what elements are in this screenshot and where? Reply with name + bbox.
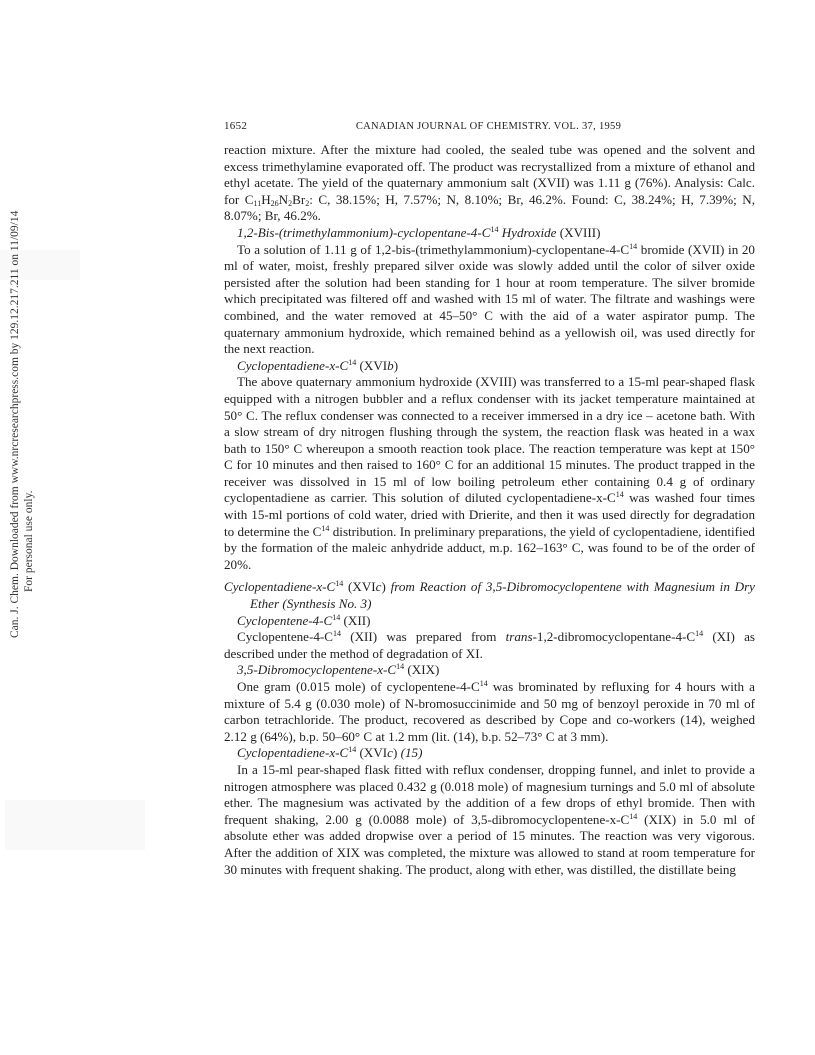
- paragraph-hydroxide-prep: To a solution of 1.11 g of $1,2-bis-(trimethylammonium)-cyclopentane-4-C^{14}$ bromide (XVII) in 20 ml of water, moist, freshly prepared silver oxide was slowly added until the color of silver oxide persisted after the solution had been standing for 1 hour at room temperature. The silver bromide which precipitated was filtered off and washed with 15 ml of water. The filtrate and washings were combined, and the water removed at 45–50° C with the aid of a water aspirator pump. The quaternary ammonium hydroxide, which remained behind as a yellowish oil, was used directly for the next reaction.: [224, 241, 755, 357]
- paragraph-grignard: In a 15-ml pear-shaped flask fitted with reflux condenser, dropping funnel, and inlet to provide a nitrogen atmosphere was placed 0.432 g (0.018 mole) of magnesium turnings and 5.0 ml of absolute ether. The magnesium was activated by the addition of a few drops of ethyl bromide. Then with frequent shaking, 2.00 g (0.0088 mole) of $3,5-dibromocyclopentene-x-C^{14}$ (XIX) in 5.0 ml of absolute ether was added dropwise over a period of 15 minutes. The reaction was very vigorous. After the addition of XIX was completed, the mixture was allowed to stand at room temperature for 30 minutes with frequent shaking. The product, along with ether, was distilled, the distillate being: [224, 761, 755, 877]
- paragraph-cyclopentene: Cyclopentene-$4-C^{14}$ (XII) was prepared from trans-$1,2-dibromocyclopentane-4-C^{14}$ (XI) as described under the method of degradation of XI.: [224, 629, 755, 661]
- paragraph-cyclopentadiene-b: The above quaternary ammonium hydroxide (XVIII) was transferred to a 15-ml pear-shaped flask equipped with a nitrogen bubbler and a reflux condenser with its jacket temperature maintained at 50° C. The reflux condenser was connected to a receiver immersed in a dry ice – acetone bath. With a slow stream of dry nitrogen flushing through the system, the reaction flask was heated in a wax bath to 150° C whereupon a smooth reaction took place. The reaction temperature was kept at 150° C for 10 minutes and then raised to 160° C for an additional 15 minutes. The product trapped in the receiver was dissolved in 15 ml of low boiling petroleum ether containing 0.4 g of ordinary cyclopentadiene as carrier. This solution of diluted cyclopentadiene-$x-C^{14}$ was washed four times with 15-ml portions of cold water, dried with Drierite, and then it was used directly for degradation to determine the $C^{14}$ distribution. In preliminary preparations, the yield of cyclopentadiene, identified by the formation of the maleic anhydride adduct, m.p. 162–163° C, was found to be of the order of 20%.: [224, 374, 755, 572]
- scan-smudge: [5, 800, 145, 850]
- page-header: [224, 120, 755, 142]
- section-heading-cyclopentadiene-b: Cyclopentadiene-$x-C^{14}$ (XVIb): [237, 357, 399, 373]
- section-heading-hydroxide: $1,2-Bis-(trimethylammonium)-cyclopentane-4-C^{14}$ Hydroxide (XVIII): [237, 224, 601, 240]
- section-heading-dibromocyclopentene: $3,5-Dibromocyclopentene-x-C^{14}$ (XIX): [237, 662, 440, 678]
- journal-page: [224, 120, 755, 878]
- personal-use-notice: For personal use only.: [23, 490, 35, 592]
- section-heading-cyclopentadiene-c: Cyclopentadiene-$x-C^{14}$ (XVIc) (15): [237, 745, 423, 761]
- paragraph-dibromocyclopentene: One gram (0.015 mole) of cyclopentene-$4-C^{14}$ was brominated by refluxing for 4 hours with a mixture of 5.4 g (0.030 mole) of N-bromosuccinimide and 50 mg of benzoyl peroxide in 70 ml of carbon tetrachloride. The product, recovered as described by Cope and co-workers (14), weighed 2.12 g (64%), b.p. 50–60° C at 1.2 mm (lit. (14), b.p. 52–73° C at 3 mm).: [224, 679, 755, 744]
- page-number: 1652: [224, 120, 248, 132]
- running-head: CANADIAN JOURNAL OF CHEMISTRY. VOL. 37, 1959: [355, 121, 622, 132]
- section-heading-synthesis-3: Cyclopentadiene-$x-C^{14}$ (XVIc) from Reaction of 3,5-Dibromocyclopentene with Magnesium in Dry Ether (Synthesis No. 3): [224, 579, 755, 612]
- article-body: [224, 142, 755, 878]
- download-notice-line: Can. J. Chem. Downloaded from www.nrcresearchpress.com by 129.12.217.211 on 11/09/14: [9, 210, 21, 638]
- paragraph-reaction-mixture: reaction mixture. After the mixture had cooled, the sealed tube was opened and the solvent and excess trimethylamine evaporated off. The product was recrystallized from a mixture of ethanol and ethyl acetate. The yield of the quaternary ammonium salt (XVII) was 1.11 g (76%). Analysis: Calc. for $C_{11}H_{26}N_2Br_2$: C, 38.15%; H, 7.57%; N, 8.10%; Br, 46.2%. Found: C, 38.24%; H, 7.39%; N, 8.07%; Br, 46.2%.: [224, 142, 755, 224]
- download-notice: [2, 200, 42, 640]
- section-heading-cyclopentene: Cyclopentene-$4-C^{14}$ (XII): [237, 612, 371, 628]
